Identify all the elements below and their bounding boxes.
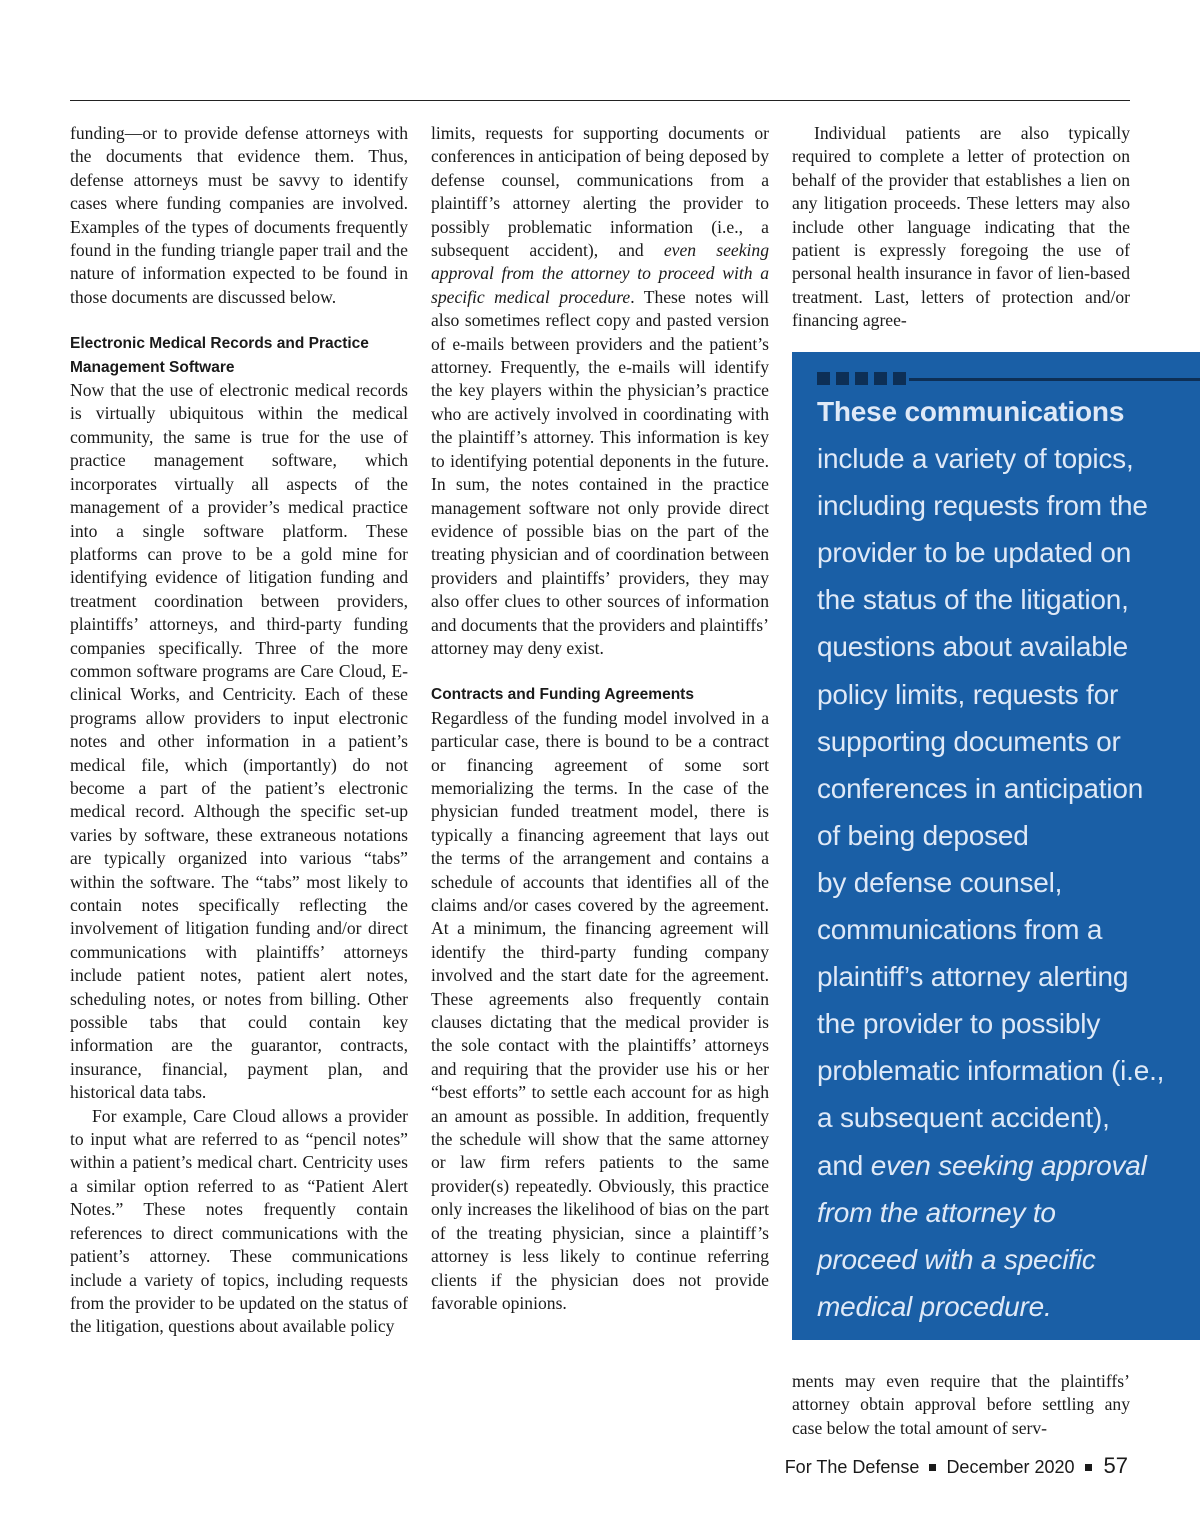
paragraph: For example, Care Cloud allows a provider to input what are referred to as “pencil notes” within a patient’s medical chart. Centricity uses a similar option referred to as “Patient Alert Notes.” These notes frequently contain references to direct communications with the patient’s attorney. These communications include a variety of topics, including requests from the provider to be updated on the status of the litigation, questions about available policy [70, 1105, 408, 1337]
pull-quote [792, 352, 1200, 1340]
pull-quote-emphasis: from the attorney to [817, 1196, 1056, 1228]
pull-quote-ornament [817, 372, 1180, 386]
paragraph-text: limits, requests for supporting documents or conferences in anticipation of being deposed by defense counsel, communications from a plaintiff’s attorney alerting the provider to possibly problematic information (i.e., a subsequent accident), and [431, 123, 769, 261]
pull-quote-text [817, 388, 1180, 1330]
pull-quote-line [817, 1142, 1180, 1189]
top-rule [70, 100, 1130, 101]
pull-quote-emphasis: even seeking approval [870, 1149, 1147, 1181]
column-1 [70, 122, 408, 1339]
page-number: 57 [1103, 1453, 1128, 1478]
pull-quote-line: including requests from the [817, 490, 1148, 522]
column-3-top [792, 122, 1130, 333]
pull-quote-lead: These communications [817, 396, 1125, 427]
paragraph [431, 122, 769, 660]
issue-date: December 2020 [946, 1457, 1075, 1477]
page-footer [785, 1453, 1128, 1479]
column-2 [431, 122, 769, 1315]
pull-quote-line: the status of the litigation, [817, 584, 1129, 616]
footer-separator [929, 1464, 936, 1471]
pull-quote-line: supporting documents or [817, 725, 1121, 757]
pull-quote-emphasis: proceed with a specific [817, 1243, 1096, 1275]
paragraph: Now that the use of electronic medical records is virtually ubiquitous within the medical community, the same is true for the use of practice management software, which incorporates virtually all aspects of the management of a provider’s medical practice into a single software platform. These platforms can prove to be a gold mine for identifying evidence of litigation funding and treatment coordination between providers, plaintiffs’ attorneys, and third-party funding companies specifically. Three of the more common software programs are Care Cloud, E-clinical Works, and Centricity. Each of these programs allow providers to input electronic notes and other information in a patient’s medical file, which (importantly) do not become a part of the patient’s electronic medical record. Although the specific set-up varies by software, these extraneous notations are typically organized into various “tabs” within the software. The “tabs” most likely to contain notes specifically reflecting the involvement of litigation funding and/or direct communications with plaintiffs’ attorneys include patient notes, patient alert notes, scheduling notes, or notes from billing. Other possible tabs that could contain key information are the guarantor, contracts, insurance, financial, payment plan, and historical data tabs. [70, 380, 408, 1103]
pull-quote-line: plaintiff’s attorney alerting [817, 961, 1129, 993]
pull-quote-line: include a variety of topics, [817, 443, 1134, 475]
pull-quote-line: policy limits, requests for [817, 678, 1119, 710]
pull-quote-line: conferences in anticipation [817, 772, 1144, 804]
pull-quote-line: provider to be updated on [817, 537, 1132, 569]
section-heading: Electronic Medical Records and Practice Management Software [70, 335, 369, 376]
pull-quote-text-plain: and [817, 1149, 871, 1181]
pull-quote-line: by defense counsel, [817, 866, 1063, 898]
pull-quote-line: communications from a [817, 914, 1103, 946]
footer-separator [1085, 1464, 1092, 1471]
pull-quote-emphasis: medical procedure. [817, 1290, 1052, 1322]
paragraph-emphasis: even seeking approval from the attorney to proceed with a specific medical procedure [431, 240, 769, 307]
paragraph-text: . These notes will also sometimes reflect copy and pasted version of e-mails between providers and the patient’s attorney. Frequently, the e-mails will identify the key players within the physician’s practice who are actively involved in coordinating with the plaintiff’s attorney. This information is key to identifying potential deponents in the future. In sum, the notes contained in the practice management software not only provide direct evidence of possible bias on the part of the treating physician and of coordination between providers and plaintiffs’ providers, they may also offer clues to other sources of information and documents that the providers and plaintiffs’ attorney may deny exist. [431, 286, 769, 658]
column-3-bottom [792, 1370, 1130, 1440]
pull-quote-line: a subsequent accident), [817, 1102, 1110, 1134]
publication-name: For The Defense [784, 1457, 920, 1477]
pull-quote-line: of being deposed [817, 819, 1029, 851]
paragraph: ments may even require that the plaintiffs’ attorney obtain approval before settling any case below the total amount of serv- [792, 1371, 1130, 1438]
paragraph: Individual patients are also typically required to complete a letter of protection on behalf of the provider that establishes a lien on any litigation proceeds. These letters may also include other language indicating that the patient is expressly foregoing the use of personal health insurance in favor of lien-based treatment. Last, letters of protection and/or financing agree- [792, 123, 1130, 331]
paragraph: Regardless of the funding model involved in a particular case, there is bound to be a contract or financing agreement of some sort memorializing the terms. In the case of the physician funded treatment model, there is typically a financing agreement that lays out the terms of the arrangement and contains a schedule of accounts that identifies all of the claims and/or cases covered by the agreement. At a minimum, the financing agreement will identify the third-party funding company involved and the start date for the agreement. These agreements also frequently contain clauses dictating that the medical provider is the sole contact with the plaintiffs’ attorneys and requiring that the provider use his or her “best efforts” to settle each account for as high an amount as possible. In addition, frequently the schedule will show that the same attorney or law firm refers patients to the same provider(s) repeatedly. Obviously, this practice only increases the likelihood of bias on the part of the treating physician, since a plaintiff’s attorney is less likely to continue referring clients if the physician does not provide favorable opinions. [431, 707, 769, 1313]
pull-quote-line: problematic information (i.e., [817, 1055, 1165, 1087]
paragraph: funding—or to provide defense attorneys with the documents that evidence them. Thus, defense attorneys must be savvy to identify cases where funding companies are involved. Examples of the types of documents frequently found in the funding triangle paper trail and the nature of information expected to be found in those documents are discussed below. [70, 123, 408, 307]
pull-quote-line: questions about available [817, 631, 1129, 663]
section-heading: Contracts and Funding Agreements [431, 686, 694, 704]
pull-quote-line: the provider to possibly [817, 1008, 1101, 1040]
